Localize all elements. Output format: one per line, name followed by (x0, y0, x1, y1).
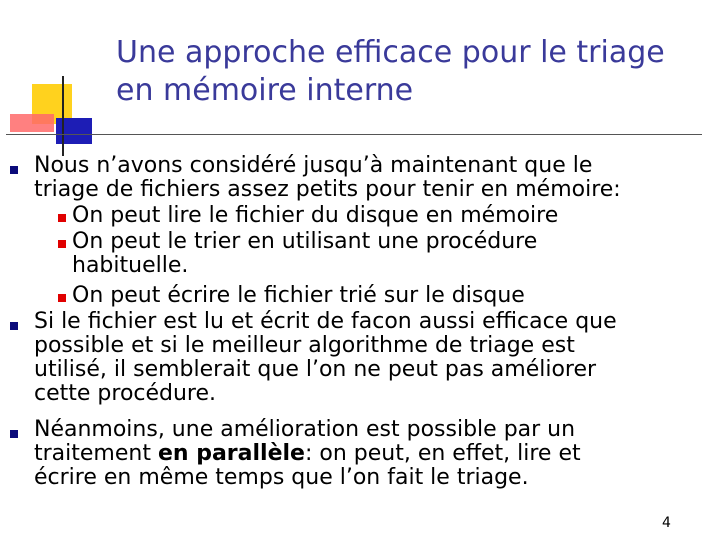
sub-bullet-marker (58, 294, 66, 302)
sub-item-2-line-2: habituelle. (72, 253, 189, 278)
bullet-item-3 (34, 418, 704, 490)
decor-horizontal-line (6, 134, 702, 135)
sub-bullet-marker (58, 240, 66, 248)
bullet-1-line-2: triage de fichiers assez petits pour tenir en mémoire: (34, 177, 621, 202)
sub-item-2-line-1: On peut le trier en utilisant une procédure (72, 229, 538, 254)
bullet-3-line-1: Néanmoins, une amélioration est possible par un (34, 417, 576, 442)
bullet-2-line-3: utilisé, il semblerait que l’on ne peut pas améliorer (34, 357, 597, 382)
decor-red-bar (10, 114, 54, 132)
bullet-item-2 (34, 310, 704, 406)
emphasis-en-parallele: en parallèle (157, 441, 305, 466)
slide-title-line-1: Une approche efficace pour le triage (116, 35, 665, 70)
sub-item-3 (72, 284, 692, 308)
bullet-2-line-2: possible et si le meilleur algorithme de triage est (34, 333, 575, 358)
sub-item-1 (72, 204, 692, 228)
decor-vertical-line (62, 76, 64, 156)
sub-item-2 (72, 230, 692, 278)
bullet-3-line-3: écrire en même temps que l’on fait le triage. (34, 465, 529, 490)
bullet-item-1 (34, 154, 704, 202)
bullet-marker (10, 322, 18, 330)
bullet-1-line-1: Nous n’avons considéré jusqu’à maintenant que le (34, 153, 593, 178)
bullet-2-line-1: Si le fichier est lu et écrit de facon aussi efficace que (34, 309, 617, 334)
bullet-marker (10, 430, 18, 438)
sub-item-1-line-1: On peut lire le fichier du disque en mémoire (72, 203, 559, 228)
slide-title-line-2: en mémoire interne (116, 73, 414, 108)
sub-item-3-line-1: On peut écrire le fichier trié sur le disque (72, 283, 525, 308)
slide-title (116, 34, 706, 110)
page-number: 4 (662, 515, 671, 531)
bullet-3-line-2-post: : on peut, en effet, lire et (304, 441, 581, 466)
bullet-marker (10, 166, 18, 174)
bullet-3-line-2-pre: traitement (34, 441, 158, 466)
sub-bullet-marker (58, 214, 66, 222)
bullet-3-line-2 (34, 442, 704, 466)
bullet-2-line-4: cette procédure. (34, 381, 217, 406)
